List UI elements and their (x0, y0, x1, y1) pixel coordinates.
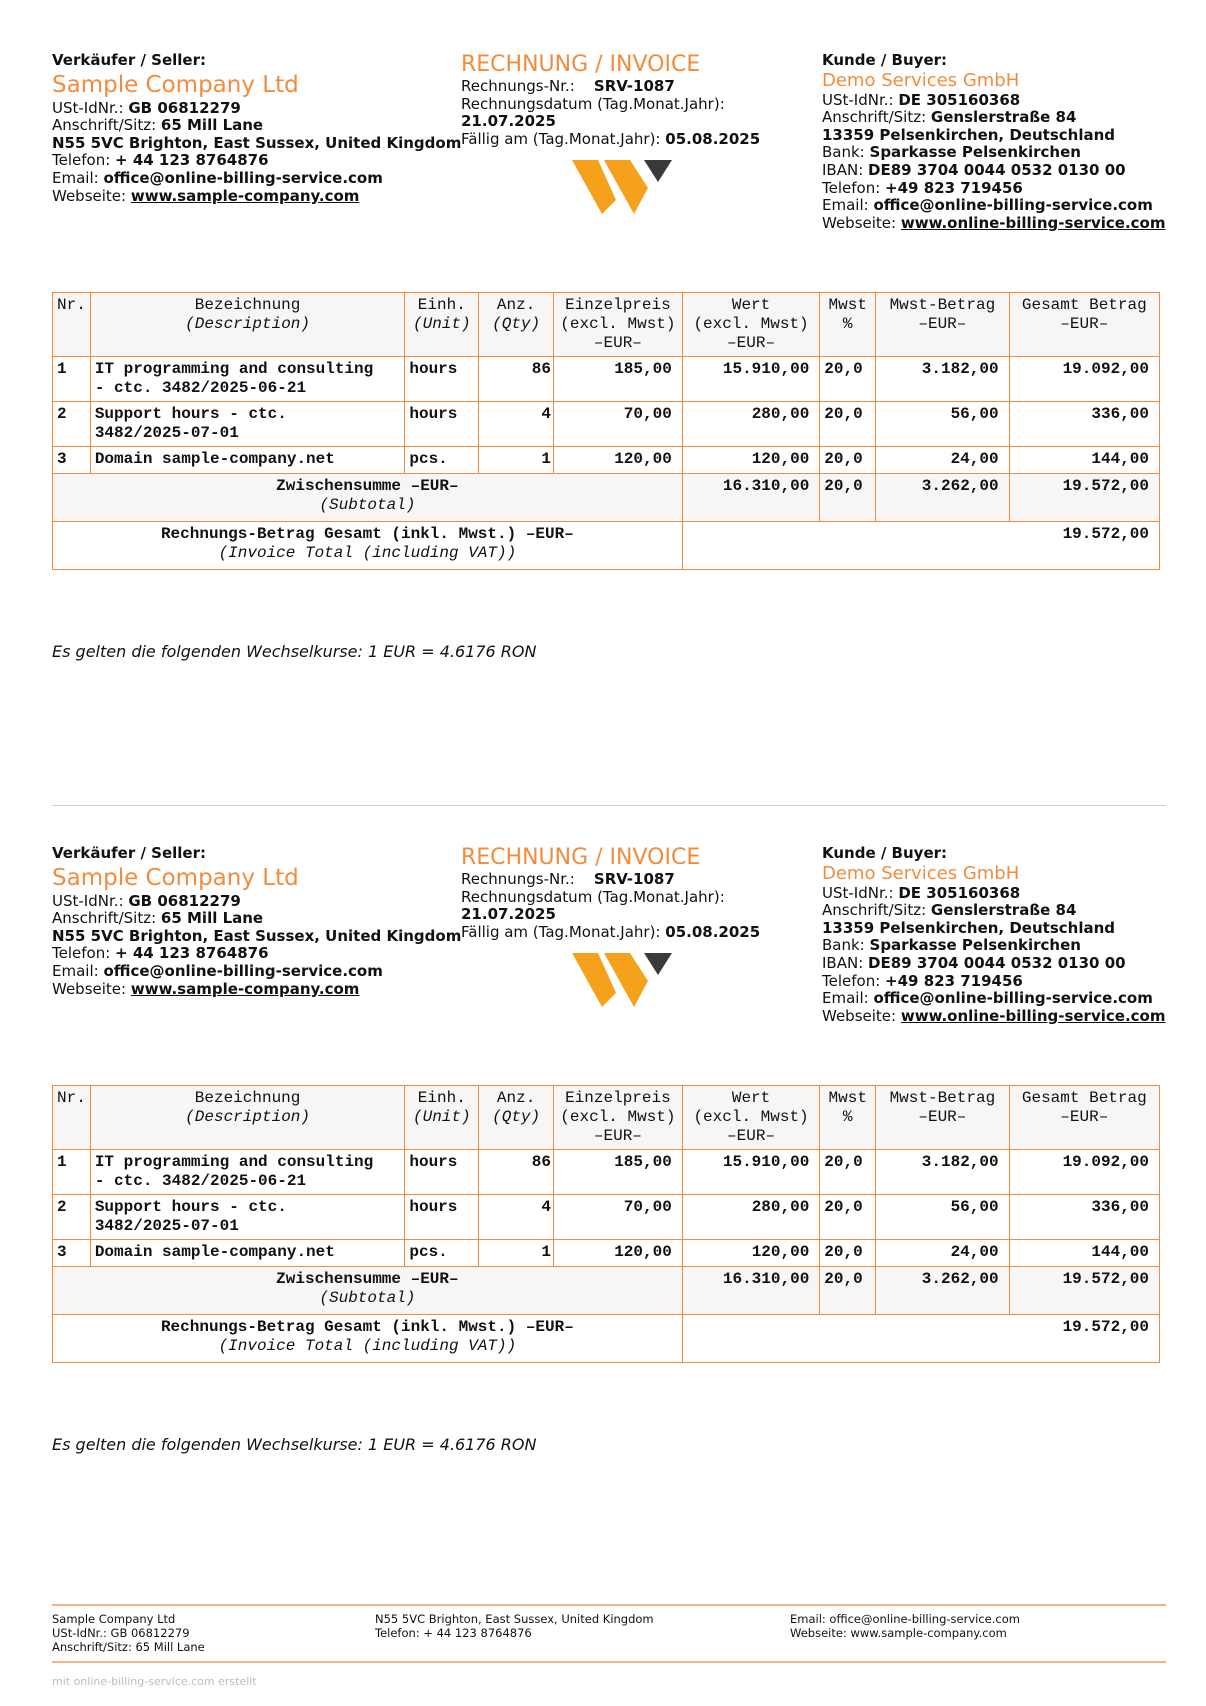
buyer-address2: 13359 Pelsenkirchen, Deutschland (822, 125, 1116, 144)
seller-address2: N55 5VC Brighton, East Sussex, United Kingdom (52, 133, 462, 152)
cell-qty: 86 (479, 1150, 554, 1195)
buyer-phone-label: Telefon: (822, 178, 881, 197)
invoice-title: RECHNUNG / INVOICE (461, 52, 701, 77)
table-row (53, 1240, 1160, 1267)
grand-total-label: Rechnungs-Betrag Gesamt (inkl. Mwst.) –EUR– (Invoice Total (including VAT)) (53, 522, 683, 570)
invoice-date-label: Rechnungsdatum (Tag.Monat.Jahr): (461, 887, 725, 906)
seller-address1: 65 Mill Lane (160, 116, 264, 135)
seller-web-label: Webseite: (52, 979, 127, 998)
th-value: Wert (excl. Mwst) –EUR– (682, 293, 820, 357)
cell-vat-amount: 56,00 (876, 402, 1009, 447)
grand-total-value: 19.572,00 (682, 1315, 1159, 1363)
seller-block (52, 845, 461, 998)
footer-address: Anschrift/Sitz: 65 Mill Lane (52, 1640, 205, 1654)
subtotal-value: 16.310,00 (682, 1267, 820, 1315)
cell-value: 280,00 (682, 402, 820, 447)
grand-total-row (53, 522, 1160, 570)
buyer-bank: Sparkasse Pelsenkirchen (869, 936, 1081, 955)
cell-value: 280,00 (682, 1195, 820, 1240)
credit-text: mit online-billing-service.com erstellt (52, 1675, 257, 1688)
seller-vat-label: USt-IdNr.: (52, 891, 124, 910)
cell-value: 15.910,00 (682, 1150, 820, 1195)
th-qty: Anz. (Qty) (479, 293, 554, 357)
invoice-number-label: Rechnungs-Nr.: (461, 870, 575, 888)
invoice-due: 05.08.2025 (665, 129, 761, 148)
seller-web-link[interactable]: www.sample-company.com (130, 186, 360, 205)
cell-nr: 3 (53, 1240, 91, 1267)
invoice-number: SRV-1087 (593, 870, 675, 888)
cell-unit: pcs. (405, 1240, 479, 1267)
th-vat-amount: Mwst-Betrag –EUR– (876, 1086, 1009, 1150)
th-unit-price: Einzelpreis (excl. Mwst) –EUR– (554, 293, 683, 357)
buyer-name: Demo Services GmbH (822, 862, 1020, 884)
cell-vat: 20,0 (820, 447, 876, 474)
exchange-rate-note: Es gelten die folgenden Wechselkurse: 1 EUR = 4.6176 RON (52, 642, 537, 661)
cell-price: 120,00 (554, 447, 683, 474)
cell-description: Support hours - ctc. 3482/2025-07-01 (90, 1195, 405, 1240)
cell-vat-amount: 24,00 (876, 1240, 1009, 1267)
seller-address2: N55 5VC Brighton, East Sussex, United Kingdom (52, 926, 462, 945)
cell-price: 185,00 (554, 357, 683, 402)
footer-email[interactable]: Email: office@online-billing-service.com (790, 1612, 1020, 1626)
invoice-date-label: Rechnungsdatum (Tag.Monat.Jahr): (461, 94, 725, 113)
subtotal-label: Zwischensumme –EUR– (Subtotal) (53, 474, 683, 522)
seller-vat-label: USt-IdNr.: (52, 98, 124, 117)
cell-total: 19.092,00 (1009, 1150, 1159, 1195)
table-header-row (53, 293, 1160, 357)
buyer-iban: DE89 3704 0044 0532 0130 00 (868, 953, 1126, 972)
seller-phone: + 44 123 8764876 (115, 151, 269, 170)
table-row (53, 402, 1160, 447)
buyer-vat-label: USt-IdNr.: (822, 883, 894, 902)
th-vat-percent: Mwst % (820, 293, 876, 357)
cell-price: 120,00 (554, 1240, 683, 1267)
cell-vat: 20,0 (820, 402, 876, 447)
grand-total-label: Rechnungs-Betrag Gesamt (inkl. Mwst.) –EUR– (Invoice Total (including VAT)) (53, 1315, 683, 1363)
cell-total: 336,00 (1009, 1195, 1159, 1240)
seller-email-label: Email: (52, 961, 99, 980)
cell-vat-amount: 3.182,00 (876, 1150, 1009, 1195)
subtotal-vat: 20,0 (820, 1267, 876, 1315)
seller-address-label: Anschrift/Sitz: (52, 909, 157, 928)
th-unit: Einh. (Unit) (405, 1086, 479, 1150)
invoice-section-1 (0, 0, 1206, 660)
buyer-bank: Sparkasse Pelsenkirchen (869, 143, 1081, 162)
subtotal-vat: 20,0 (820, 474, 876, 522)
th-nr: Nr. (53, 293, 91, 357)
invoice-section-2 (0, 793, 1206, 1453)
buyer-vat-label: USt-IdNr.: (822, 90, 894, 109)
w-logo-icon (572, 160, 672, 214)
th-description: Bezeichnung (Description) (90, 1086, 405, 1150)
cell-unit: pcs. (405, 447, 479, 474)
cell-unit: hours (405, 1195, 479, 1240)
cell-price: 70,00 (554, 1195, 683, 1240)
th-total: Gesamt Betrag –EUR– (1009, 293, 1159, 357)
cell-price: 70,00 (554, 402, 683, 447)
table-row (53, 447, 1160, 474)
cell-qty: 1 (479, 447, 554, 474)
cell-description: IT programming and consulting - ctc. 3482/2025-06-21 (90, 1150, 405, 1195)
subtotal-vat-amount: 3.262,00 (876, 1267, 1009, 1315)
cell-description: IT programming and consulting - ctc. 3482/2025-06-21 (90, 357, 405, 402)
seller-heading: Verkäufer / Seller: (52, 51, 206, 69)
cell-value: 120,00 (682, 1240, 820, 1267)
th-vat-amount: Mwst-Betrag –EUR– (876, 293, 1009, 357)
buyer-vat: DE 305160368 (898, 883, 1021, 902)
footer-line-top (52, 1604, 1166, 1606)
invoice-number: SRV-1087 (593, 77, 675, 95)
cell-vat-amount: 3.182,00 (876, 357, 1009, 402)
table-row (53, 1195, 1160, 1240)
buyer-phone-label: Telefon: (822, 971, 881, 990)
seller-address-label: Anschrift/Sitz: (52, 116, 157, 135)
buyer-iban-label: IBAN: (822, 953, 864, 972)
cell-value: 15.910,00 (682, 357, 820, 402)
buyer-block (822, 52, 1165, 232)
buyer-address2: 13359 Pelsenkirchen, Deutschland (822, 918, 1116, 937)
cell-nr: 1 (53, 357, 91, 402)
table-row (53, 1150, 1160, 1195)
cell-total: 144,00 (1009, 1240, 1159, 1267)
cell-qty: 86 (479, 357, 554, 402)
table-row (53, 357, 1160, 402)
cell-nr: 3 (53, 447, 91, 474)
invoice-date: 21.07.2025 (461, 905, 556, 924)
cell-nr: 2 (53, 402, 91, 447)
logo-orange-right (604, 953, 648, 1007)
invoice-date: 21.07.2025 (461, 112, 556, 131)
seller-name: Sample Company Ltd (52, 864, 299, 891)
seller-email: office@online-billing-service.com (103, 168, 383, 187)
cell-total: 144,00 (1009, 447, 1159, 474)
grand-total-value: 19.572,00 (682, 522, 1159, 570)
buyer-iban: DE89 3704 0044 0532 0130 00 (868, 160, 1126, 179)
buyer-web-label: Webseite: (822, 1006, 897, 1025)
cell-qty: 4 (479, 402, 554, 447)
cell-description: Domain sample-company.net (90, 447, 405, 474)
cell-nr: 1 (53, 1150, 91, 1195)
cell-unit: hours (405, 357, 479, 402)
exchange-rate-note: Es gelten die folgenden Wechselkurse: 1 EUR = 4.6176 RON (52, 1435, 537, 1454)
buyer-email: office@online-billing-service.com (873, 989, 1153, 1008)
footer-line-bottom (52, 1661, 1166, 1663)
th-nr: Nr. (53, 1086, 91, 1150)
buyer-block (822, 845, 1165, 1025)
th-unit: Einh. (Unit) (405, 293, 479, 357)
buyer-web-label: Webseite: (822, 213, 897, 232)
buyer-heading: Kunde / Buyer: (822, 844, 948, 862)
buyer-email-label: Email: (822, 989, 869, 1008)
buyer-vat: DE 305160368 (898, 90, 1021, 109)
subtotal-vat-amount: 3.262,00 (876, 474, 1009, 522)
logo-orange-right (604, 160, 648, 214)
cell-vat: 20,0 (820, 1150, 876, 1195)
th-unit-price: Einzelpreis (excl. Mwst) –EUR– (554, 1086, 683, 1150)
buyer-phone: +49 823 719456 (885, 971, 1023, 990)
cell-description: Domain sample-company.net (90, 1240, 405, 1267)
cell-unit: hours (405, 1150, 479, 1195)
buyer-email-label: Email: (822, 196, 869, 215)
footer-company: Sample Company Ltd (52, 1612, 176, 1626)
subtotal-row (53, 474, 1160, 522)
cell-vat: 20,0 (820, 357, 876, 402)
buyer-bank-label: Bank: (822, 936, 865, 955)
th-vat-percent: Mwst % (820, 1086, 876, 1150)
th-total: Gesamt Betrag –EUR– (1009, 1086, 1159, 1150)
invoice-due-label: Fällig am (Tag.Monat.Jahr): (461, 129, 661, 148)
table-header-row (53, 1086, 1160, 1150)
invoice-info-block (461, 52, 760, 148)
invoice-number-label: Rechnungs-Nr.: (461, 77, 575, 95)
seller-web-label: Webseite: (52, 186, 127, 205)
th-value: Wert (excl. Mwst) –EUR– (682, 1086, 820, 1150)
seller-email: office@online-billing-service.com (103, 961, 383, 980)
items-table (52, 292, 1160, 570)
subtotal-label: Zwischensumme –EUR– (Subtotal) (53, 1267, 683, 1315)
subtotal-total: 19.572,00 (1009, 1267, 1159, 1315)
invoice-due: 05.08.2025 (665, 922, 761, 941)
footer-city: N55 5VC Brighton, East Sussex, United Kingdom (375, 1612, 654, 1626)
items-table (52, 1085, 1160, 1363)
grand-total-row (53, 1315, 1160, 1363)
subtotal-row (53, 1267, 1160, 1315)
seller-block (52, 52, 461, 205)
buyer-bank-label: Bank: (822, 143, 865, 162)
buyer-name: Demo Services GmbH (822, 69, 1020, 91)
buyer-address-label: Anschrift/Sitz: (822, 108, 927, 127)
cell-price: 185,00 (554, 1150, 683, 1195)
buyer-email: office@online-billing-service.com (873, 196, 1153, 215)
cell-description: Support hours - ctc. 3482/2025-07-01 (90, 402, 405, 447)
logo-dark (644, 160, 672, 182)
buyer-address-label: Anschrift/Sitz: (822, 901, 927, 920)
cell-unit: hours (405, 402, 479, 447)
cell-total: 19.092,00 (1009, 357, 1159, 402)
seller-heading: Verkäufer / Seller: (52, 844, 206, 862)
seller-vat: GB 06812279 (128, 98, 241, 117)
buyer-web-link[interactable]: www.online-billing-service.com (900, 1006, 1166, 1025)
footer-right (790, 1612, 1020, 1640)
footer-left (52, 1612, 205, 1654)
cell-vat: 20,0 (820, 1195, 876, 1240)
th-qty: Anz. (Qty) (479, 1086, 554, 1150)
seller-phone: + 44 123 8764876 (115, 944, 269, 963)
th-description: Bezeichnung (Description) (90, 293, 405, 357)
cell-vat: 20,0 (820, 1240, 876, 1267)
cell-vat-amount: 24,00 (876, 447, 1009, 474)
cell-nr: 2 (53, 1195, 91, 1240)
cell-qty: 4 (479, 1195, 554, 1240)
buyer-address1: Genslerstraße 84 (930, 901, 1077, 920)
seller-web-link[interactable]: www.sample-company.com (130, 979, 360, 998)
buyer-iban-label: IBAN: (822, 160, 864, 179)
seller-phone-label: Telefon: (52, 151, 111, 170)
invoice-title: RECHNUNG / INVOICE (461, 845, 701, 870)
cell-value: 120,00 (682, 447, 820, 474)
subtotal-total: 19.572,00 (1009, 474, 1159, 522)
logo-dark (644, 953, 672, 975)
invoice-info-block (461, 845, 760, 941)
cell-vat-amount: 56,00 (876, 1195, 1009, 1240)
seller-phone-label: Telefon: (52, 944, 111, 963)
seller-name: Sample Company Ltd (52, 71, 299, 98)
buyer-phone: +49 823 719456 (885, 178, 1023, 197)
footer-middle (375, 1612, 654, 1640)
footer-phone: Telefon: + 44 123 8764876 (375, 1626, 532, 1640)
cell-total: 336,00 (1009, 402, 1159, 447)
buyer-heading: Kunde / Buyer: (822, 51, 948, 69)
invoice-due-label: Fällig am (Tag.Monat.Jahr): (461, 922, 661, 941)
w-logo-icon (572, 953, 672, 1007)
buyer-web-link[interactable]: www.online-billing-service.com (900, 213, 1166, 232)
seller-address1: 65 Mill Lane (160, 909, 264, 928)
seller-email-label: Email: (52, 168, 99, 187)
buyer-address1: Genslerstraße 84 (930, 108, 1077, 127)
cell-qty: 1 (479, 1240, 554, 1267)
seller-vat: GB 06812279 (128, 891, 241, 910)
footer-web[interactable]: Webseite: www.sample-company.com (790, 1626, 1007, 1640)
footer-vat: USt-IdNr.: GB 06812279 (52, 1626, 190, 1640)
subtotal-value: 16.310,00 (682, 474, 820, 522)
